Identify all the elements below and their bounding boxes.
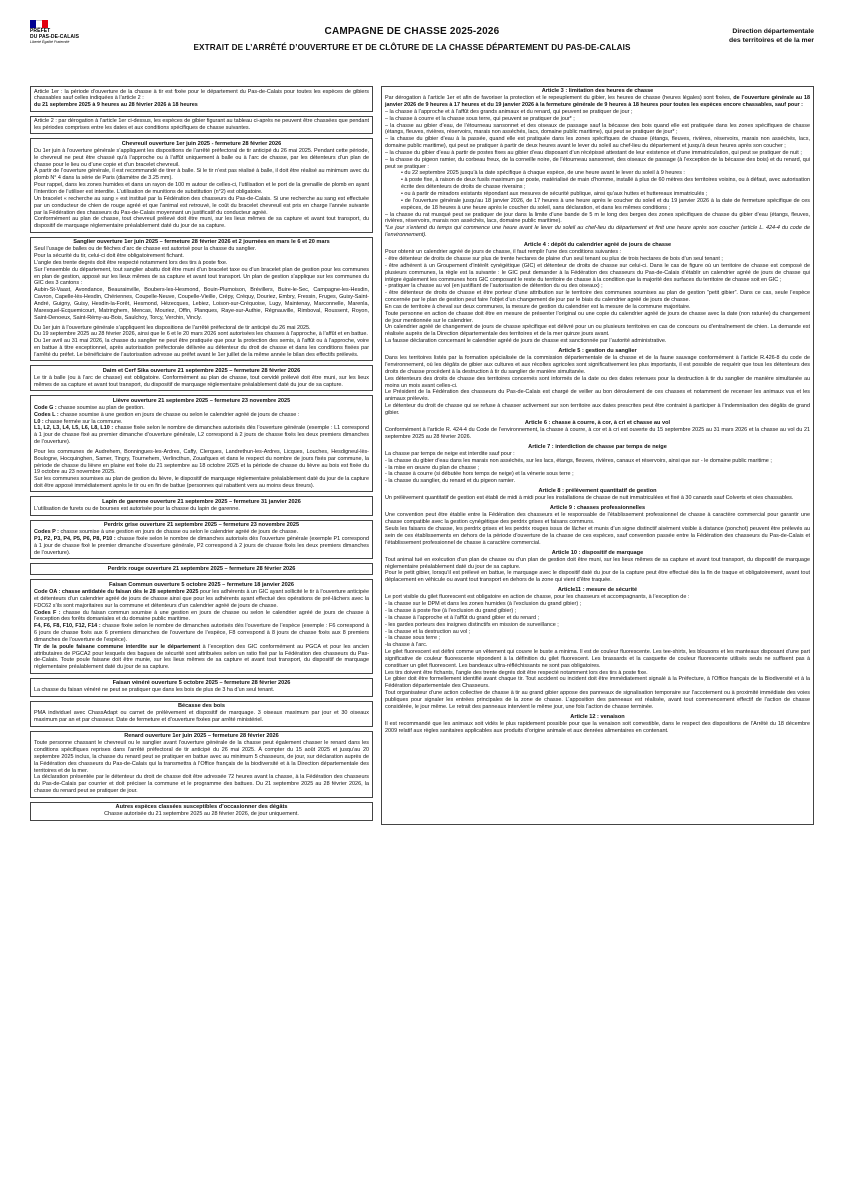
department-name <box>684 28 814 45</box>
section-lapin <box>30 496 373 515</box>
article-9-para: Seuls les faisans de chasse, les perdrix grises et les perdrix rouges issus de lâcher et munis d’un signe distinctif aisément visible à distance (ponchot) peuvent être prélevés au sein de ces établissements en dehors de la période d’ouverture de la chasse de ces espèces, sauf convention passée entre la Fédération des chasseurs du Pas-de-Calais et l’établissement professionnel de chasse à caractère commercial. <box>385 525 810 546</box>
section-sanglier <box>30 237 373 362</box>
faisan-venere-text: La chasse du faisan vénéré ne peut se pratiquer que dans les bois de plus de 3 ha d’un seul tenant. <box>34 687 275 694</box>
article-8-title: Article 8 : prélèvement quantitatif de gestion <box>538 488 657 495</box>
article-7-title: Article 7 : interdiction de chasse par temps de neige <box>528 443 667 450</box>
article-3-item: – la chasse à courre et la chasse sous terre, qui peuvent se pratiquer de jour* ; <box>385 115 575 122</box>
sanglier-para: Du 19 septembre 2025 au 28 février 2026, ainsi que le 6 et le 20 mars 2026 sont autorisées les chasses à l’approche, à l’affût et en battue. <box>34 331 368 338</box>
article-4 <box>382 241 813 347</box>
section-renard <box>30 731 373 798</box>
section-perdrix-rouge <box>30 563 373 575</box>
sanglier-para: Seul l’usage de balles ou de flèches d’arc de chasse est autorisé pour la chasse du sanglier. <box>34 246 257 253</box>
article-10 <box>382 549 813 587</box>
article-9 <box>382 504 813 548</box>
article-7-para: - la chasse du sanglier, du renard et du pigeon ramier. <box>385 478 515 485</box>
lievre-para: Sur les communes soumises au plan de gestion du lièvre, le dispositif de marquage réglementaire préalablement daté du jour de la capture doit être apposé immédiatement après le tir ou en fin de battue (personnes qui rabattent vers au moins deux tireurs). <box>34 476 369 490</box>
renard-para: Toute personne chassant le chevreuil ou le sanglier avant l’ouverture générale de la chasse peut également chasser le renard dans les conditions spécifiques reprises dans l’arrêté préfectoral de tir anticipé du 26 mai 2025. À compter du 15 août 2025 et jusqu’au 20 septembre 2025 inclus, la chasse du renard peut se pratiquer en battue avec au minimum 5 chasseurs, de jour, sur déclaration auprès de la Fédération des chasseurs du Pas-de-Calais qui la transmettra à l’Office français de la biodiversité et à la Direction départementale des territoires et de la mer. <box>34 740 369 774</box>
sanglier-para: Du 1er avril au 31 mai 2026, la chasse du sanglier ne peut être pratiquée que pour la protection des semis, à l’affût ou à l’approche, voire en battue à titre exceptionnel, après autorisation préfectorale délivrée au détenteur du droit de chasse et dans les conditions fixées par l’arrêté du préfet. Le bénéficiaire de l’autorisation adresse au préfet avant le 1er juillet de la même année le bilan des effectifs prélevés. <box>34 338 369 358</box>
autres-title: Autres espèces classées susceptibles d’occasionner des dégâts <box>115 804 288 811</box>
article-5-para: Les détenteurs des droits de chasse des territoires concernés sont informés de la date ou des dates retenues pour la destruction à tir du sanglier de manière simultanée au moins un mois avant celles-ci. <box>385 375 810 389</box>
becasse-title: Bécasse des bois <box>178 703 225 710</box>
lapin-text: L’utilisation de furets ou de bourses est autorisée pour la chasse du lapin de garenne. <box>34 506 240 513</box>
sanglier-communes: Aubin-St-Vaast, Avondance, Beaurainville, Boubers-les-Hesmond, Bouin-Plumoison, Brévillers, Buire-le-Sec, Campagne-les-Hesdin, Cavron, Capelle-lès-Hesdin, Chériennes, Coupelle-Neuve, Coupelle-Vieille, Crépy, Créquy, Douriez, Embry, Fressin, Fruges, Guisy-Saint-André, Guigny, Guisy, Hesdin-la-Forêt, Hesmond, Hézecques, Lebiez, Loison-sur-Créquoise, Lugy, Maintenay, Marconnelle, Marenla, Maresquel-Ecquemicourt, Matringhem, Mencas, Mouriez, Offin, Planques, Raye-sur-Authie, Régnauville, Rimboval, Roussent, Royon, Saint-Denoeux, Saint-Rémy-au-Bois, Saulchoy, Torcy, Verchin, Vincly. <box>34 287 369 321</box>
lievre-code: L0 : chasse fermée sur la commune. <box>34 418 123 425</box>
article-8-text: Un prélèvement quantitatif de gestion est établi de midi à midi pour les installations de chasse de nuit immatriculées et fixé à 30 canards sauf Colverts et oies chassables. <box>385 495 794 502</box>
article-11-para: Le gilet fluorescent est défini comme un vêtement qui couvre le buste a minima. Il est de couleur fluorescente. Les tee-shirts, les blousons et les manteaux disposant d’une part significative de couleur fluorescente répondent à la définition du gilet fluorescent. Les brassards et la casquette de couleur fluorescente utilisés seuls ne suffisent pas à constituer un gilet fluorescent. Les bandeaux ultra-réfléchissants ne sont pas obligatoires. <box>385 649 810 669</box>
article-4-para: Un calendrier agréé de changement de jours de chasse spécifique est délivré pour un ou plusieurs territoires en cas de concours ou d’entraînement de chien. La demande est réalisée auprès de la Direction départementale des territoires et de la mer quinze jours avant. <box>385 324 810 338</box>
article-3-item: – la chasse du rat musqué peut se pratiquer de jour dans la limite d’une bande de 5 m le long des berges des zones spécifiques de chasse du gibier d’eau (étangs, fleuves, rivières, réservoirs, marais non asséchés, lacs, domaine public maritime). <box>385 211 810 225</box>
article-3-intro: Par dérogation à l’article 1er et afin de favoriser la protection et le repeuplement du gibier, les heures de chasse (heures légales) sont fixées, de l’ouverture générale au 18 janvier 2026 de 9 heures à 17 heures et du 19 janvier 2026 à la fermeture générale de 9 heures à 18 heures pour toutes les espèces encore chassables, sauf pour : <box>385 95 811 109</box>
section-chevreuil <box>30 138 373 232</box>
article-2-text: Article 2 : par dérogation à l’article 1er ci-dessus, les espèces de gibier figurant au tableau ci-après ne peuvent être chassées que pendant les périodes comprises entre les dates et aux conditions spécifiques de chasse suivantes. <box>34 118 369 131</box>
renard-para: La déclaration présentée par le détenteur du droit de chasse doit être adressée 72 heures avant la chasse, à la Fédération des chasseurs du Pas-de-Calais par courrier et doit préciser la commune et le programme des battues. Du 21 septembre 2025 au 28 février 2026, la chasse du renard peut se pratiquer de jour. <box>34 774 369 795</box>
daim-text: Le tir à balle (ou à l’arc de chasse) est obligatoire. Conformément au plan de chasse, tout cervidé prélevé doit être muni, sur les lieux mêmes de sa capture et avant tout transport, du dispositif de marquage réglementaire préalablement daté du jour de sa capture. <box>34 374 369 388</box>
article-7-para: La chasse par temps de neige est interdite sauf pour : <box>385 450 515 457</box>
article-4-para: - être détenteur de droits de chasse et être porteur d’une attribution sur le territoire des communes soumises au plan de gestion “petit gibier”. Dans ce cas, seule l’espèce concernée par le plan de gestion peut faire l’objet d’un changement de jour par le biais du calendrier agréé de jours de chasse. <box>385 290 810 304</box>
perdrix-grise-code: Codes P : chasse soumise à une gestion en jours de chasse ou selon le calendrier agréé de jours de chasse. <box>34 529 299 536</box>
article-1 <box>30 86 373 112</box>
article-4-para: Pour obtenir un calendrier agréé de jours de chasse, il faut remplir l’une des conditions suivantes : <box>385 249 622 256</box>
becasse-text: PMA individuel avec ChassAdapt ou carnet de prélèvement et dispositif de marquage. 3 oiseaux maximum par jour et 30 oiseaux maximum par an et par chasseur. Date de fermeture et d’ouverture fixées par arrêté ministériel. <box>34 710 369 724</box>
article-3-item: • à poste fixe, à raison de deux fusils maximum par poste, matérialisé de main d’homme, installé à plus de 60 mètres des territoires voisins, ou à défaut, avec autorisation écrite des détenteurs de droits de chasse riverains ; <box>401 177 810 191</box>
section-autres-especes <box>30 802 373 821</box>
section-becasse <box>30 701 373 727</box>
article-5 <box>382 347 813 419</box>
article-9-title: Article 9 : chasses professionnelles <box>549 505 646 512</box>
document-title-block <box>140 26 684 52</box>
perdrix-grise-title: Perdrix grise ouverture 21 septembre 2025 – fermeture 23 novembre 2025 <box>103 522 300 529</box>
faisan-venere-title: Faisan vénéré ouverture 5 octobre 2025 – fermeture 28 février 2026 <box>112 680 291 687</box>
chevreuil-title: Chevreuil ouverture 1er juin 2025 - fermeture 28 février 2026 <box>121 140 282 147</box>
sanglier-para: Du 1er juin à l’ouverture générale s’appliquent les dispositions de l’arrêté préfectoral de tir anticipé du 26 mai 2025. <box>34 324 311 331</box>
section-daim <box>30 365 373 391</box>
article-6-title: Article 6 : chasse à courre, à cor, à cri et chasse au vol <box>524 419 671 426</box>
faisan-para: Codes F : chasse du faisan commun soumise à une gestion en jours de chasse ou selon le calendrier agréé de jours de chasse à l’exception des forêts domaniales et du domaine public maritime. <box>34 609 369 623</box>
sanglier-para: Sur l’ensemble du département, tout sanglier abattu doit être muni d’un bracelet taxe ou d’un bracelet plan de gestion pour les communes en plan de gestion, apposé sur les lieux mêmes de sa capture et avant tout transport. Un plan de gestion s’applique sur les communes du GIC des 3 cantons : <box>34 266 369 287</box>
sanglier-title: Sanglier ouverture 1er juin 2025 – fermeture 28 février 2026 et 2 journées en mars le 6 et 20 mars <box>73 239 330 246</box>
article-3-item: • du 22 septembre 2025 jusqu’à la date spécifique à chaque espèce, de une heure avant le lever du soleil à 9 heures : <box>401 170 685 177</box>
article-11-para: Tout organisateur d’une action collective de chasse à tir au grand gibier appose des panneaux de signalisation temporaire sur l’accotement ou à proximité immédiate des voies publiques pour signaler les entrées principales de la zone de chasse. L’apposition des panneaux est réalisée, avant tout commencement effectif de l’action de chasse considérée, le jour même. Le retrait des panneaux intervient le même jour, une fois l’action de chasse terminée. <box>385 690 810 710</box>
renard-title: Renard ouverture 1er juin 2025 – fermeture 28 février 2026 <box>124 733 279 740</box>
article-3-title: Article 3 : limitation des heures de chasse <box>541 88 654 94</box>
section-faisan-venere <box>30 678 373 697</box>
article-4-para: La fausse déclaration concernant le calendrier agréé de jours de chasse est sanctionnée par l’autorité administrative. <box>385 338 667 345</box>
daim-title: Daim et Cerf Sika ouverture 21 septembre 2025 – fermeture 28 février 2026 <box>102 367 301 374</box>
article-4-para: - être adhérent à un Groupement d’intérêt cynégétique (GIC) et détenteur de droits de chasse sur celui-ci. Dans le cas de figure où un territoire de chasse est composé de plusieurs communes, la règle est la suivante : le GIC peut demander à la Fédération des chasseurs du Pas-de-Calais d’établir un calendrier agréé de jours de chasse qui intègre également les communes hors GIC composant le reste du territoire de chasse à la condition que la majorité des surfaces du territoire de chasse soit en GIC ; <box>385 262 810 283</box>
faisan-para: Tir de la poule faisane commune interdite sur le département à l’exception des GIC conformément au PGCA et pour les ancien attributaires de PGCA2 pour lesquels des bagues de sécurité sont attribuées selon un ratio fixé par la Fédération des chasseurs du Pas-de-Calais. Toute poule faisane doit être munie, sur les lieux mêmes de sa capture et avant tout transport, du dispositif de marquage réglementaire préalablement daté du jour de sa capture. <box>34 643 370 671</box>
lapin-title: Lapin de garenne ouverture 21 septembre 2025 – fermeture 31 janvier 2026 <box>102 498 301 505</box>
chevreuil-para: Pour rappel, dans les zones humides et dans un rayon de 100 m autour de celles-ci, l’utilisation et le port de la grenaille de plomb en ayant l’intention de l’utiliser est interdite. L’utilisation de munitions de substitution (n°2) est obligatoire. <box>34 182 369 195</box>
article-5-para: Le Président de la Fédération des chasseurs du Pas-de-Calais est chargé de veiller au bon déroulement de ces chasses et notamment de recenser les animaux vus et les animaux prélevés. <box>385 389 810 403</box>
lievre-code: L1, L2, L3, L4, L5, L6, L8, L10 : chasse fixée selon le nombre de dimanches autorisés dès l’ouverture générale (exemple : L1 correspond à 1 jour de chasse fixé au premier dimanche d’ouverture générale, L2 correspond à 2 jours de chasse fixés les deux premiers dimanches de l’ouverture). <box>34 425 369 446</box>
article-11-para: - la chasse sur le DPM et dans les zones humides (à l’exclusion du grand gibier) ; <box>385 601 582 608</box>
section-faisan <box>30 579 373 673</box>
article-3-item: – la chasse du gibier d’eau à partir de postes fixes au gibier d’eau disposant d’un récépissé attestant de leur existence et d’une immatriculation, qui peut se pratiquer de nuit ; <box>385 149 802 156</box>
article-8 <box>382 487 813 504</box>
lievre-code: Codes L : chasse soumise à une gestion en jours de chasse ou selon le calendrier agréé de jours de chasse : <box>34 411 300 418</box>
article-7-para: - la chasse du gibier d’eau dans les marais non asséchés, sur les lacs, étangs, fleuves, rivières, canaux et réservoirs, ainsi que sur - le domaine public maritime ; <box>385 457 772 464</box>
lievre-code: Code G : chasse soumise au plan de gestion. <box>34 404 145 411</box>
french-flag-icon <box>30 20 48 28</box>
article-3-item: • ou à partir de miradors existants répondant aux mesures de sécurité publique, ainsi qu’aux huttes et huttereaux immatriculés ; <box>401 191 708 198</box>
article-7-para: - la mise en œuvre du plan de chasse ; <box>385 464 479 471</box>
article-11-para: - la chasse à poste fixe (à l’exclusion du grand gibier) ; <box>385 607 517 614</box>
article-12-text: Il est recommandé que les animaux soit vidés le plus rapidement possible pour que la venaison soit comestible, dans le respect des dispositions de l’Arrêté du 18 décembre 2009 relatif aux règles sanitaires applicables aux produits d’origine animale et aux denrées alimentaires en contenant. <box>385 720 810 734</box>
article-4-para: Toute personne en action de chasse doit être en mesure de présenter l’original ou une copie du calendrier agréé de jours de chasse avec la date (non raturée) du changement de jour mentionnée sur le calendrier. <box>385 310 810 324</box>
article-3-item: – la chasse du gibier d’eau à la passée, quand elle est pratiquée dans les zones spécifiques de chasse (étangs, fleuves, rivières, réservoirs, marais non asséchés, lacs, domaine public maritime), qui peut se pratiquer à partir de deux heures avant le lever du soleil au chef-lieu du département et jusqu’à deux heures après son coucher ; <box>385 136 810 150</box>
article-11-para: - la chasse sous terre ; <box>385 635 441 642</box>
article-6-text: Conformément à l’article R. 424-4 du Code de l’environnement, la chasse à courre, à cor et à cri est ouverte du 15 septembre 2025 au 31 mars 2026 et la chasse au vol du 21 septembre 2025 au 28 février 2026. <box>385 426 810 440</box>
article-11-para: Le port visible du gilet fluorescent est obligatoire en action de chasse, pour les chasseurs et accompagnants, à l’exception de : <box>385 594 690 601</box>
article-4-para: - être détenteur de droits de chasse sur plus de trente hectares de plaine d’un seul tenant ou plus de trois hectares de bois d’un seul tenant ; <box>385 255 723 262</box>
section-lievre <box>30 395 373 492</box>
article-3-note: *Le jour s’entend du temps qui commence une heure avant le lever du soleil au chef-lieu du département et finit une heure après son coucher (article L. 424-4 du code de l’environnement). <box>385 225 810 239</box>
sanglier-para: L’angle des trente degrés doit être respecté notamment lors des tirs à poste fixe. <box>34 259 228 266</box>
article-7-para: - la chasse à courre (si débutée hors temps de neige) et la vénerie sous terre ; <box>385 471 574 478</box>
article-11-para: Les tirs doivent être fichants, l’angle des trente degrés doit être respecté notamment lors des tirs à poste fixe. <box>385 669 648 676</box>
article-11-para: -la chasse à l’arc. <box>385 642 428 649</box>
chevreuil-para: À partir de l’ouverture générale, il est recommandé de tirer à balle. Si le tir n’est pas réalisé à balle, il doit être réalisé au minimum avec du plomb N° 4 dans la série de Paris (diamètre de 3.25 mm). <box>34 168 369 182</box>
header <box>30 20 814 66</box>
article-6 <box>382 419 813 443</box>
chevreuil-para: Conformément au plan de chasse, tout chevreuil prélevé doit être muni, sur les lieux mêmes de sa capture et avant tout transport, du dispositif de marquage réglementaire préalablement daté du jour de sa capture. <box>34 216 369 230</box>
chevreuil-para: Du 1er juin à l’ouverture générale s’appliquent les dispositions de l’arrêté préfectoral de tir anticipé du 26 mai 2025. Pendant cette période, le chevreuil ne peut être chassé qu’à l’approche ou à l’affût uniquement à balle ou à l’arc de chasse, par les détenteurs d’un plan de chasse pour le lieu ou d’une copie et d’un bracelet chevreuil. <box>34 147 369 168</box>
flag-red <box>42 20 48 28</box>
article-9-para: Une convention peut être établie entre la Fédération des chasseurs et le responsable de l’établissement professionnel de chasse à caractère commercial pour garantir une chasse compatible avec la gestion cynégétique des perdrix grises et faisans communs. <box>385 512 810 526</box>
prefecture-logo <box>30 20 82 45</box>
article-11-para: - les gardes porteurs des insignes distinctifs en mission de surveillance ; <box>385 621 559 628</box>
article-4-title: Article 4 : dépôt du calendrier agréé de jours de chasse <box>523 241 672 248</box>
article-11-para: - la chasse et la destruction au vol ; <box>385 628 471 635</box>
sanglier-para: Pour la sécurité du tir, celui-ci doit être obligatoirement fichant. <box>34 253 184 260</box>
article-10-para: Tout animal tué en exécution d’un plan de chasse ou d’un plan de gestion doit être muni, sur les lieux mêmes de sa capture et avant tout transport, du dispositif de marquage réglementaire préalablement daté du jour de sa capture. <box>385 556 810 570</box>
article-5-para: Le détenteur du droit de chasse qui se refuse à chasser activement sur son territoire aux dates prescrites peut être contraint à participer à l’indemnisation des dégâts de grand gibier. <box>385 403 810 416</box>
article-12 <box>382 713 813 737</box>
article-5-para: Dans les territoires listés par la formation spécialisée de la commission départementale de la chasse et de la faune sauvage conformément à l’article R.426-8 du code de l’environnement, où les dégâts de gibier aux cultures et aux récoltes agricoles sont significativement les plus importants, il est possible de requérir que tous les détenteurs des droits de chasse procèdent à la destruction à tir du sanglier de manière simultanée. <box>385 355 810 375</box>
faisan-para: Code OA : chasse antidatée du faisan dès le 28 septembre 2025 pour les adhérents à un GIC ayant sollicité le tir à l’ouverture anticipée et détenteurs d’un calendrier agréé de jours de chasse ainsi que pour les adhérents ayant effectué des opérations de pré-lâchers avec la FDC62 s’ils sont majoritaires sur la commune et détenteurs d’un calendrier agréé de jours de chasse. <box>34 589 370 609</box>
section-perdrix-grise <box>30 520 373 560</box>
article-3 <box>382 87 813 241</box>
document-subtitle: EXTRAIT DE L’ARRÊTÉ D’OUVERTURE ET DE CLÔTURE DE LA CHASSE DÉPARTEMENT DU PAS-DE-CALAIS <box>193 43 631 52</box>
dept-line1: Direction départementale <box>732 28 814 35</box>
chevreuil-para: Un bracelet « recherche au sang » est institué par la Fédération des chasseurs du Pas-de-Calais. Si une recherche au sang est effectuée par un conducteur de chien de rouge agréé et que l’animal est retrouvé, le coût du bracelet chevreuil est pris en charge l’année suivante par la Fédération des chasseurs du Pas-de-Calais moyennant un justificatif du conducteur agréé. <box>34 195 369 216</box>
article-7 <box>382 443 813 487</box>
document-title: CAMPAGNE DE CHASSE 2025-2026 <box>324 26 500 37</box>
dept-line2: des territoires et de la mer <box>729 36 814 44</box>
article-1-text: Article 1er : la période d’ouverture de la chasse à tir est fixée pour le département du Pas-de-Calais pour toutes les espèces de gibiers chassables sauf celles indiquées à l’article 2 : du 21 septembre 2025 à 9 heures au 28 février 2026 à 18 heures <box>34 88 369 109</box>
article-12-title: Article 12 : venaison <box>570 713 625 720</box>
article-4-para: - pratiquer la chasse au vol (en justifiant de l’autorisation de détention du ou des oiseaux) ; <box>385 283 603 290</box>
autres-text: Chasse autorisée du 21 septembre 2025 au 28 février 2026, de jour uniquement. <box>104 811 299 818</box>
article-10-title: Article 10 : dispositif de marquage <box>551 549 644 556</box>
logo-line1: PRÉFET <box>30 28 51 34</box>
article-4-para: En cas de territoire à cheval sur deux communes, la mesure de gestion du calendrier est la mesure de la commune majoritaire. <box>385 303 691 310</box>
article-11-para: Le gibier doit être formellement identifié avant chaque tir. Tout accident ou incident doit être immédiatement signalé à la Préfecture, à l’Office français de la Biodiversité et à la Fédération départementale des Chasseurs. <box>385 676 810 690</box>
article-3-item: – la chasse à l’approche et à l’affût des grands animaux et du renard, qui peuvent se pratiquer de jour ; <box>385 108 633 115</box>
article-11-para: - la chasse à l’approche et à l’affût du grand gibier et du renard ; <box>385 614 540 621</box>
logo-motto: Liberté Égalité Fraternité <box>30 40 70 44</box>
article-3-item: – la chasse du pigeon ramier, du corbeau freux, de la corneille noire, de l’étourneau sansonnet, des oiseaux de passage (à l’exception de la bécasse des bois) et du renard, qui peut se pratiquer : <box>385 156 810 170</box>
article-2 <box>30 116 373 135</box>
right-column <box>381 86 814 825</box>
article-3-item: • de l’ouverture générale jusqu’au 18 janvier 2026, de 17 heures à une heure après le coucher du soleil et du 19 janvier 2026 à la date de fermeture spécifique de ces espèces, de 18 heures à une heure après le coucher du soleil, sans déclaration, et dans les mêmes conditions ; <box>401 197 810 211</box>
columns <box>30 86 814 825</box>
faisan-para: F4, F6, F8, F10, F12, F14 : chasse fixée selon le nombre de dimanches autorisés dès l’ouverture de l’espèce (exemple : F6 correspond à 6 jours de chasse fixés aux 6 premiers dimanches de l’ouverture de l’espèce, F8 correspond à 8 jours de chasse fixés aux 8 premiers dimanches de l’ouverture de l’espèce). <box>34 623 369 643</box>
article-3-item: – la chasse au gibier d’eau, de l’étourneau sansonnet et des oiseaux de passage sauf la bécasse des bois quand elle est pratiquée dans les zones spécifiques de chasse (étangs, fleuves, rivières, réservoirs, marais non asséchés, lacs, domaine public maritime), qui peut se pratiquer de jour* ; <box>385 122 810 136</box>
lievre-para: Pour les communes de Audrehem, Bonningues-les-Ardres, Caffy, Clerques, Landrethun-les-Ardres, Licques, Louches, Hesdigneul-lès-Boulogne, Hocquinghen, Samer, Tingry, Tournehem, Verlincthun, Zouafques et dans le respect du nombre de jours fixés par commune, la période de chasse du lièvre en plaine est fixée du 21 septembre au 18 octobre 2025 et la période de chasse du lièvre au bois est fixée du 19 octobre au 23 novembre 2025. <box>34 448 369 476</box>
perdrix-grise-code: P1, P2, P3, P4, P5, P6, P8, P10 : chasse fixée selon le nombre de dimanches autorisés dès l’ouverture générale (exemple P1 correspond à 1 jour de chasse fixé le premier dimanche d’ouverture générale, P2 correspond à 2 jours de chasse fixés les deux premiers dimanches de l’ouverture). <box>34 536 369 556</box>
article-10-para: Pour le petit gibier, lorsqu’il est prélevé en battue, le marquage avec le dispositif daté du jour de la capture peut être effectué dès la fin de traque et obligatoirement, avant tout déplacement en véhicule ou avant tout transport en dehors de la zone qui vient d’être traquée. <box>385 570 810 584</box>
logo-line2: DU PAS-DE-CALAIS <box>30 33 80 40</box>
lievre-title: Lièvre ouverture 21 septembre 2025 – fermeture 23 novembre 2025 <box>112 397 291 404</box>
article-11 <box>382 586 813 713</box>
article-5-title: Article 5 : gestion du sanglier <box>558 347 637 354</box>
article-11-title: Article11 : mesure de sécurité <box>557 587 638 594</box>
faisan-title: Faisan Commun ouverture 5 octobre 2025 – fermeture 18 janvier 2026 <box>109 581 294 588</box>
left-column <box>30 86 373 825</box>
perdrix-rouge-title: Perdrix rouge ouverture 21 septembre 2025 – fermeture 28 février 2026 <box>107 565 296 572</box>
